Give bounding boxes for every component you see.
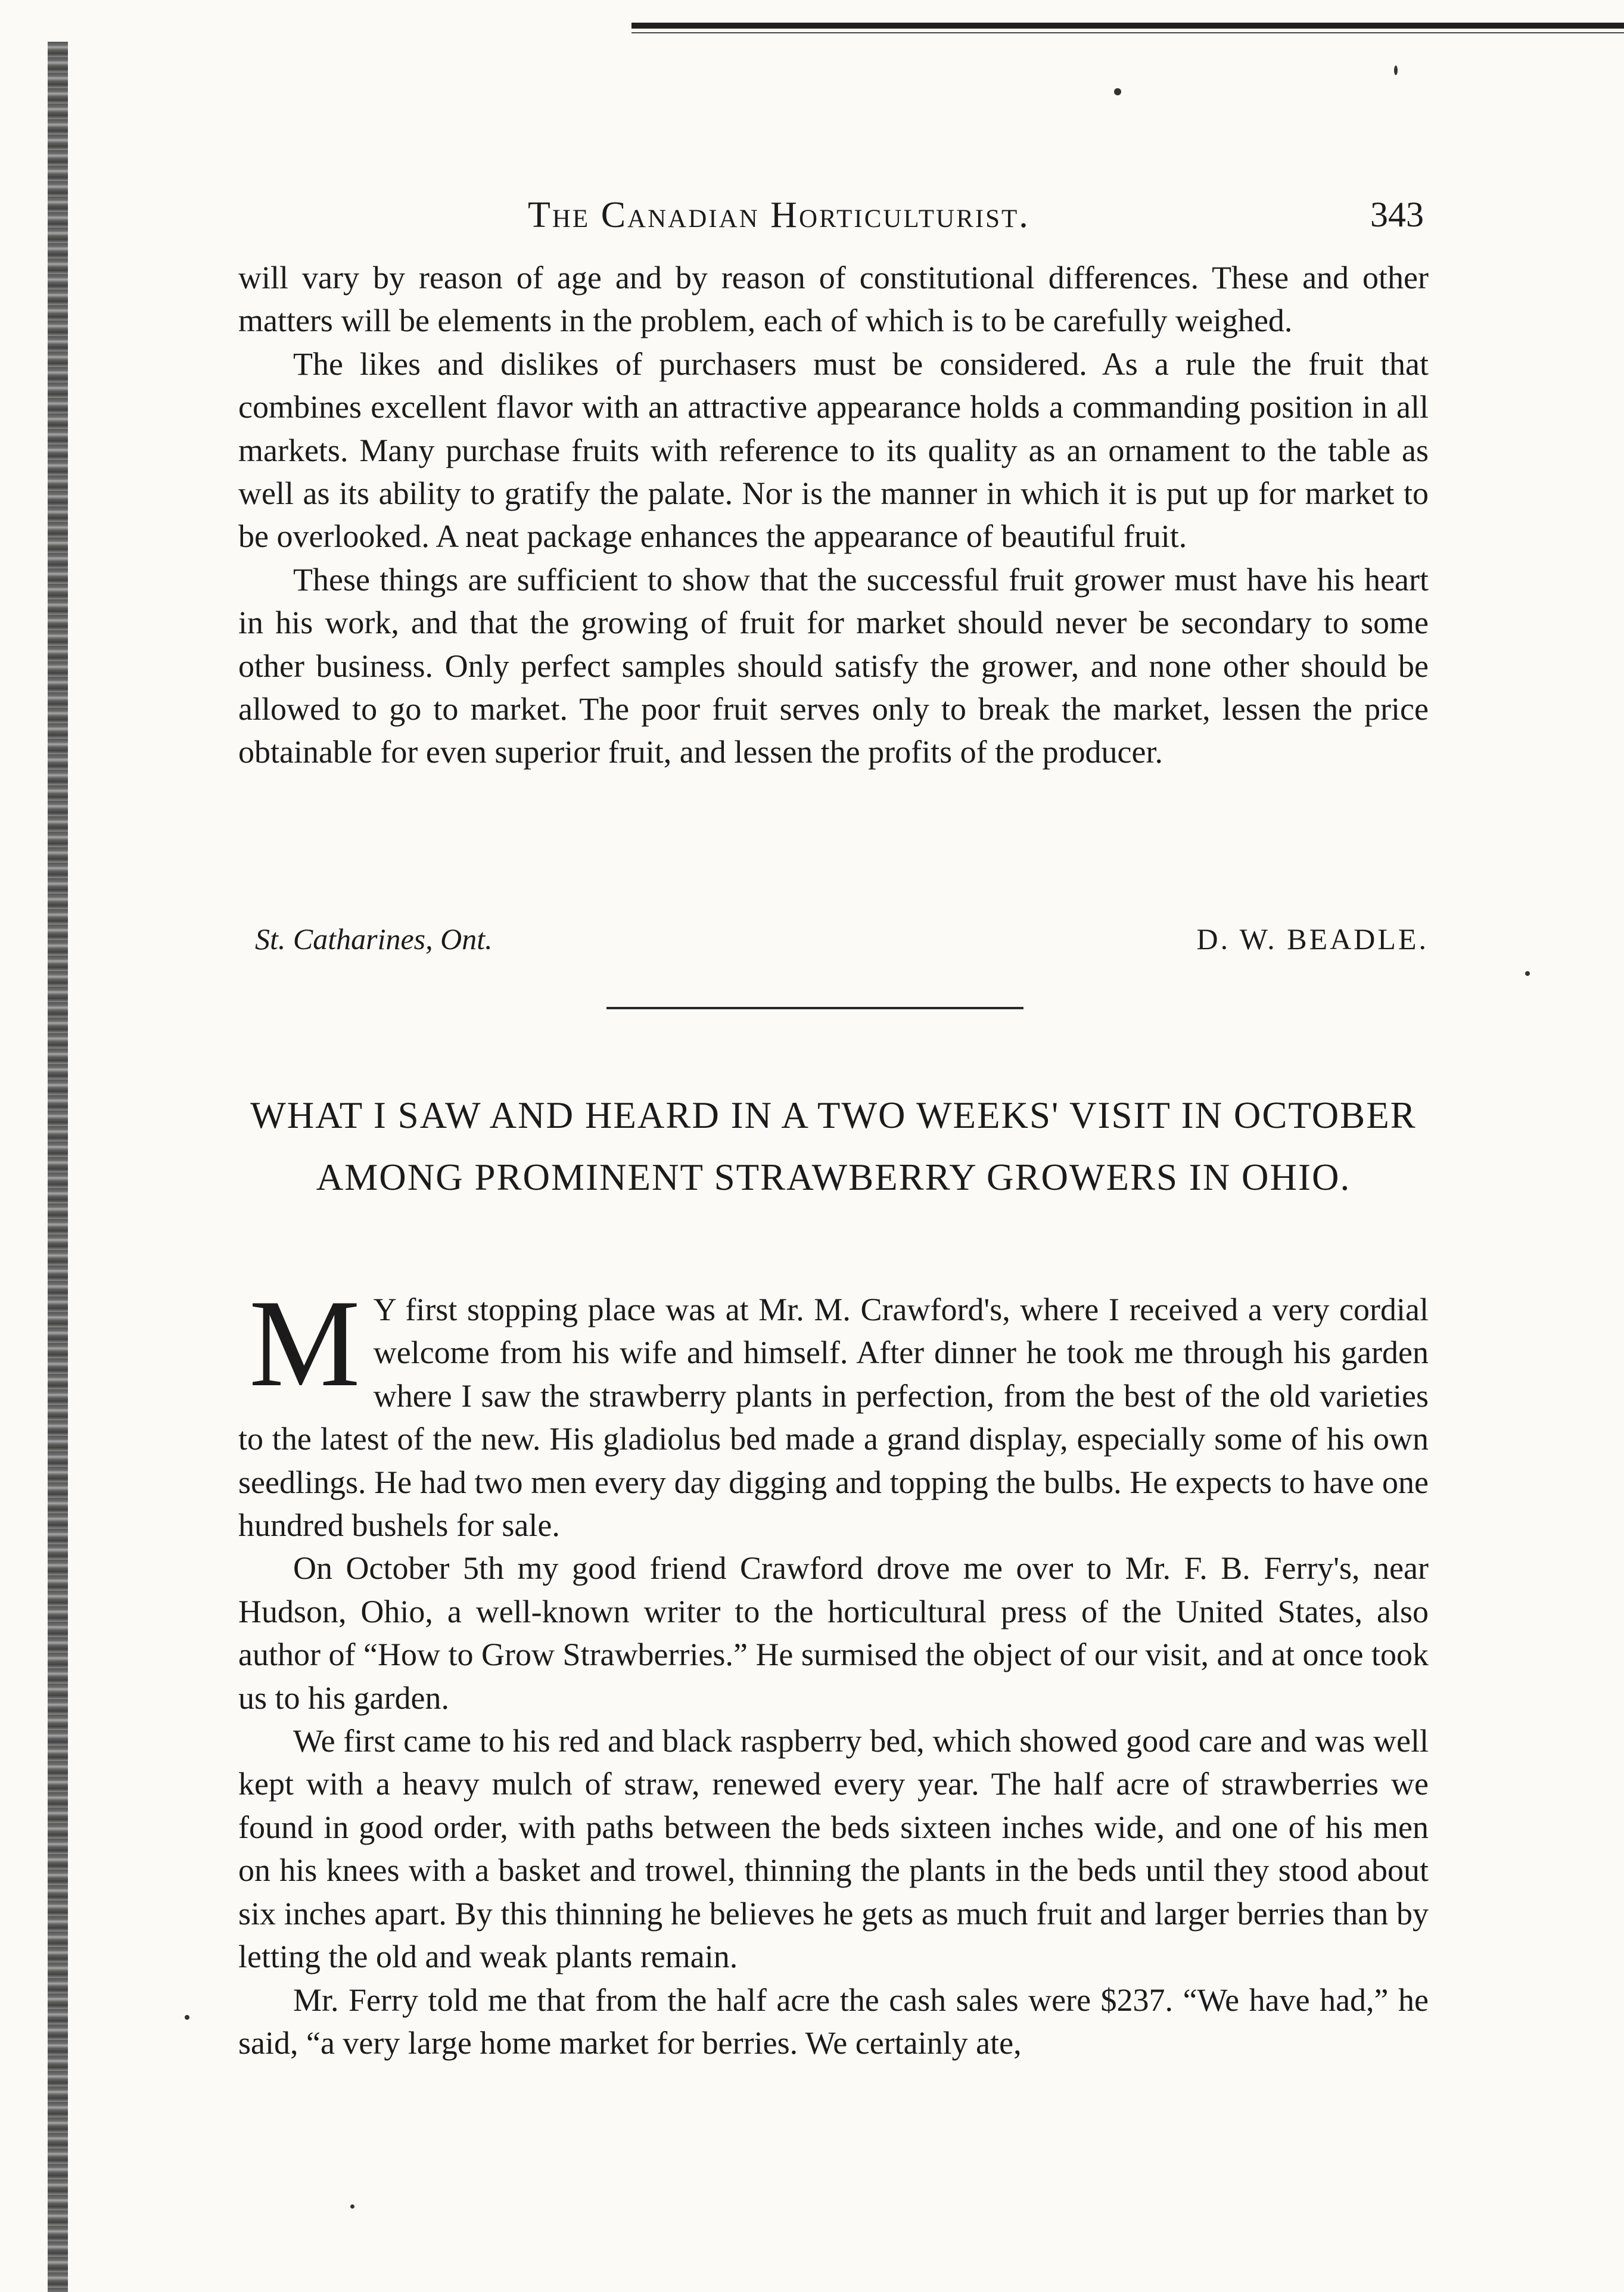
paragraph: will vary by reason of age and by reason of constitutional differences. These and other matters will be elements in the problem, each of which is to be carefully weighed. <box>238 260 1429 339</box>
section-divider <box>606 1007 1023 1009</box>
opening-paragraph-text: Y first stopping place was at Mr. M. Crawford's, where I received a very cordial welcome from his wife and himself. After dinner he took me through his garden where I saw the strawberry plants in perfection, from the best of the old varieties to the latest of the new. His gladiolus bed made a grand display, especially some of his own seedlings. He had two men every day digging and topping the bulbs. He expects to have one hundred bushels for sale. <box>238 1292 1429 1544</box>
running-title: The Canadian Horticulturist. <box>528 195 1030 235</box>
paragraph: The likes and dislikes of purchasers must be considered. As a rule the fruit that combines excellent flavor with an attractive appearance holds a commanding position in all markets. Many purchase fruits with reference to its quality as an ornament to the table as well as its ability to gratify the palate. Nor is the manner in which it is put up for market to be overlooked. A neat package enhances the appearance of beautiful fruit. <box>238 346 1429 555</box>
running-header <box>238 194 1430 248</box>
article-body <box>238 1274 1429 2064</box>
paragraph: Mr. Ferry told me that from the half acre the cash sales were $237. “We have had,” he said, “a very large home market for berries. We certainly ate, <box>238 1982 1429 2061</box>
ink-speck <box>350 2204 354 2209</box>
signature-author: D. W. BEADLE. <box>1196 922 1429 956</box>
ink-speck <box>1525 971 1530 976</box>
top-border-rule-thin <box>631 32 1624 33</box>
article-title: WHAT I SAW AND HEARD IN A TWO WEEKS' VISIT IN OCTOBER AMONG PROMINENT STRAWBERRY GROWERS IN OHIO. <box>250 1094 1417 1198</box>
page-number: 343 <box>1370 195 1424 234</box>
scanned-page-edge <box>48 42 68 2292</box>
article-signature <box>238 918 1429 960</box>
ink-speck <box>1114 88 1121 95</box>
paragraph: On October 5th my good friend Crawford drove me over to Mr. F. B. Ferry's, near Hudson, Ohio, a well-known writer to the horticultural press of the United States, also author of “How to Grow Strawberries.” He surmised the object of our visit, and at once took us to his garden. <box>238 1550 1429 1716</box>
ink-speck <box>1394 66 1398 75</box>
paragraph: These things are sufficient to show that the successful fruit grower must have his heart in his work, and that the growing of fruit for market should never be secondary to some other business. Only perfect samples should satisfy the grower, and none other should be allowed to go to market. The poor fruit serves only to break the market, lessen the price obtainable for even superior fruit, and lessen the profits of the producer. <box>238 561 1429 770</box>
signature-place: St. Catharines, Ont. <box>255 922 493 956</box>
opening-paragraph <box>238 1274 1429 1547</box>
top-border-rule <box>631 23 1624 29</box>
ink-speck <box>185 2015 189 2020</box>
paragraph: We first came to his red and black raspberry bed, which showed good care and was well kept with a heavy mulch of straw, renewed every year. The half acre of strawberries we found in good order, with paths between the beds sixteen inches wide, and one of his men on his knees with a basket and trowel, thinning the plants in the beds until they stood about six inches apart. By this thinning he believes he gets as much fruit and larger berries than by letting the old and weak plants remain. <box>238 1723 1429 1975</box>
drop-cap-letter: M <box>249 1274 360 1413</box>
article-continuation <box>238 256 1429 774</box>
